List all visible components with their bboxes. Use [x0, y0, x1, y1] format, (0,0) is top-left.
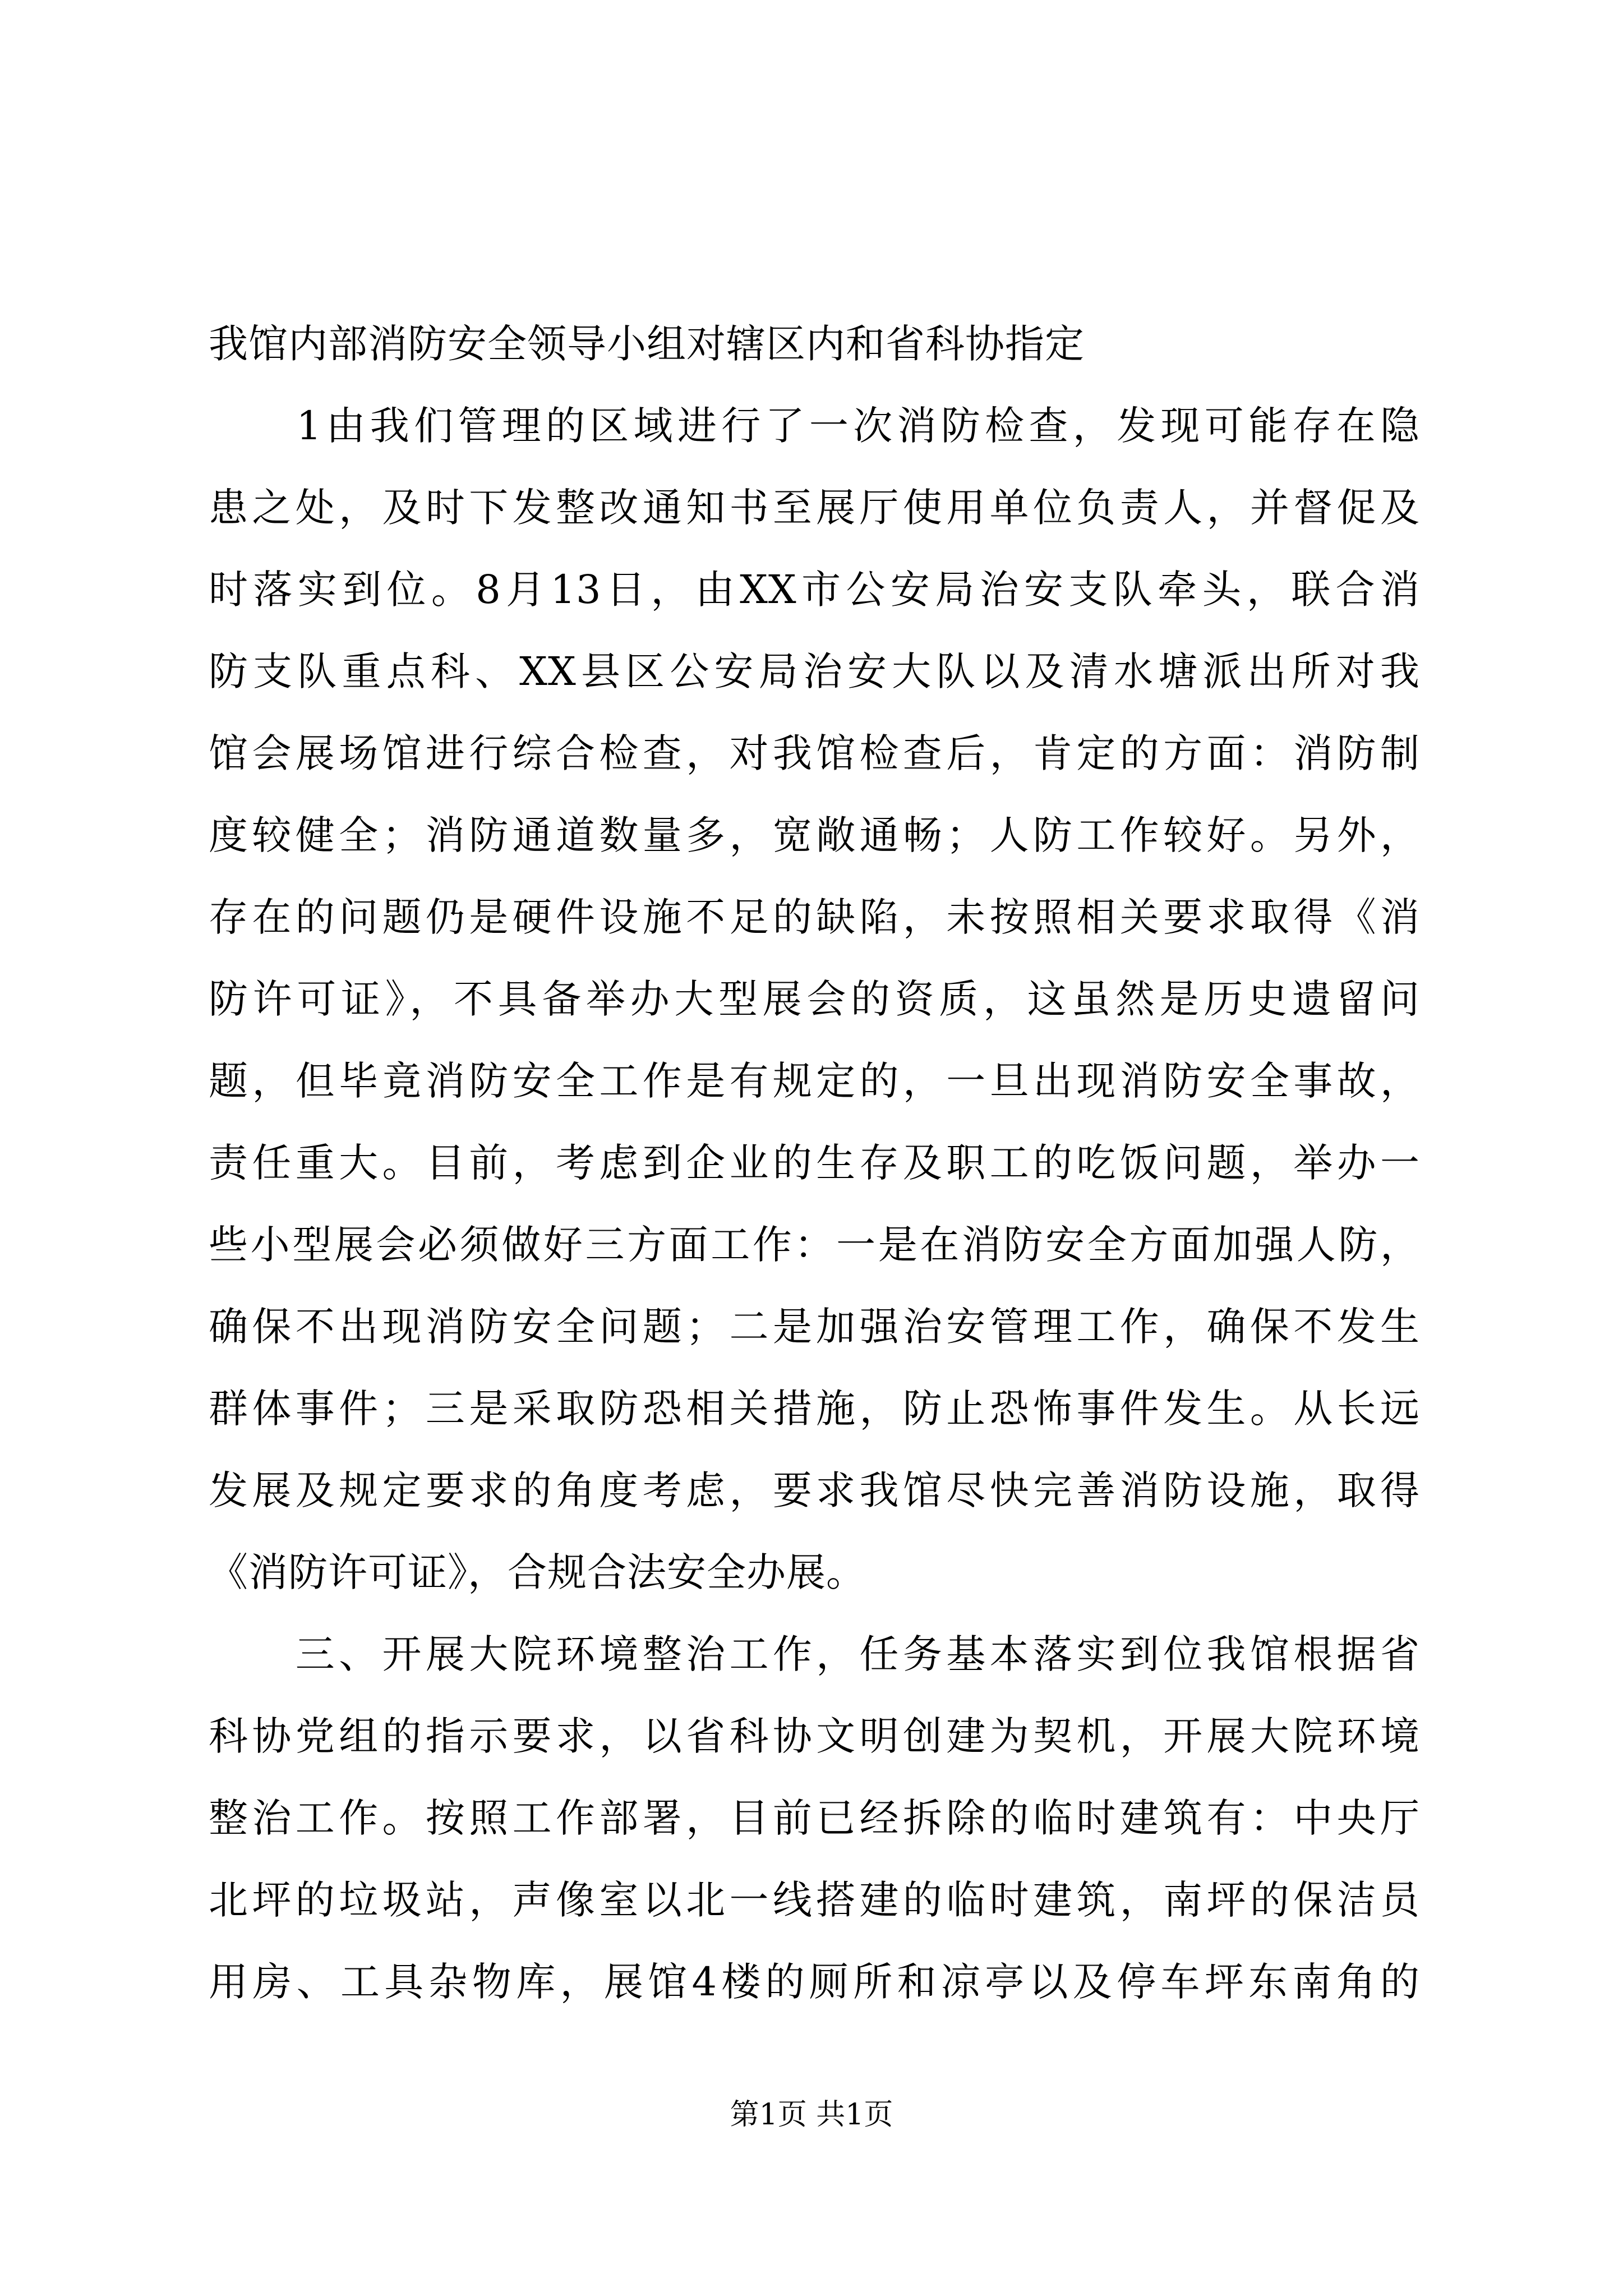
- text-line-2: 1由我们管理的区域进行了一次消防检查，发现可能存在隐: [209, 403, 1420, 449]
- text-line-16: 《消防许可证》，合规合法安全办展。: [209, 1549, 866, 1595]
- text-line-15: 发展及规定要求的角度考虑，要求我馆尽快完善消防设施，取得: [209, 1467, 1420, 1513]
- text-line-13: 确保不出现消防安全问题；二是加强治安管理工作，确保不发生: [209, 1304, 1420, 1350]
- text-line-11: 责任重大。目前，考虑到企业的生存及职工的吃饭问题，举办一: [209, 1140, 1420, 1186]
- text-line-19: 整治工作。按照工作部署，目前已经拆除的临时建筑有：中央厅: [209, 1795, 1420, 1841]
- text-line-5: 防支队重点科、XX县区公安局治安大队以及清水塘派出所对我: [209, 648, 1420, 694]
- text-line-9: 防许可证》，不具备举办大型展会的资质，这虽然是历史遗留问: [209, 976, 1420, 1022]
- text-line-17: 三、开展大院环境整治工作，任务基本落实到位我馆根据省: [209, 1631, 1420, 1677]
- text-line-12: 些小型展会必须做好三方面工作：一是在消防安全方面加强人防，: [209, 1222, 1420, 1268]
- text-line-10: 题，但毕竟消防安全工作是有规定的，一旦出现消防安全事故，: [209, 1058, 1420, 1104]
- text-line-18: 科协党组的指示要求，以省科协文明创建为契机，开展大院环境: [209, 1713, 1420, 1759]
- text-line-1: 我馆内部消防安全领导小组对辖区内和省科协指定: [209, 321, 1085, 367]
- text-line-3: 患之处，及时下发整改通知书至展厅使用单位负责人，并督促及: [209, 485, 1420, 531]
- text-line-6: 馆会展场馆进行综合检查，对我馆检查后，肯定的方面：消防制: [209, 730, 1420, 776]
- text-line-14: 群体事件；三是采取防恐相关措施，防止恐怖事件发生。从长远: [209, 1386, 1420, 1432]
- document-body: [209, 303, 1420, 2023]
- page-footer: 第1页 共1页: [730, 2098, 893, 2132]
- text-line-4: 时落实到位。8月13日，由XX市公安局治安支队牵头，联合消: [209, 567, 1420, 613]
- text-line-8: 存在的问题仍是硬件设施不足的缺陷，未按照相关要求取得《消: [209, 894, 1420, 940]
- text-line-21: 用房、工具杂物库，展馆4楼的厕所和凉亭以及停车坪东南角的: [209, 1959, 1420, 2005]
- text-line-20: 北坪的垃圾站，声像室以北一线搭建的临时建筑，南坪的保洁员: [209, 1877, 1420, 1923]
- text-line-7: 度较健全；消防通道数量多，宽敞通畅；人防工作较好。另外，: [209, 812, 1420, 858]
